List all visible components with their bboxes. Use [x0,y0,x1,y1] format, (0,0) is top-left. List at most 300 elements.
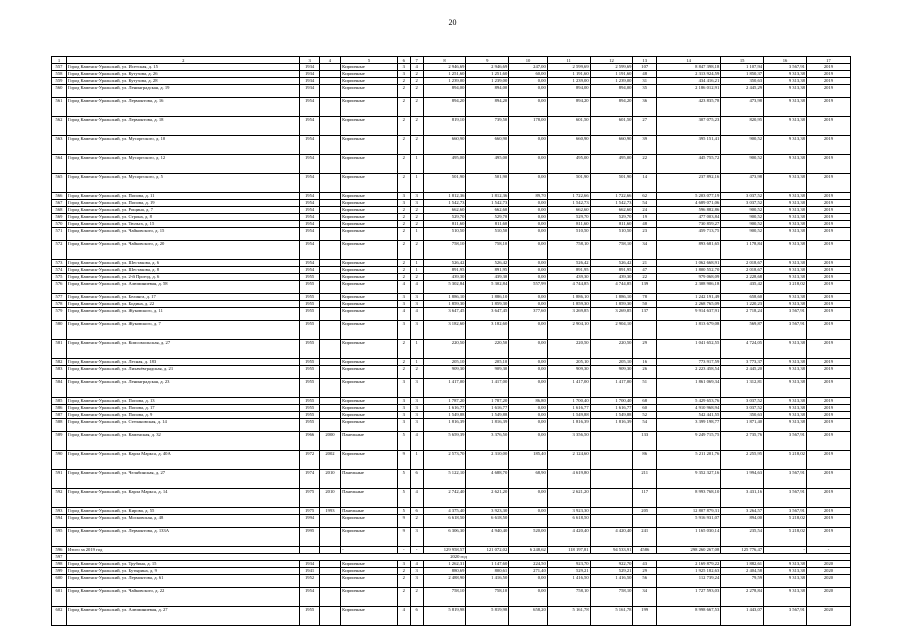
table-cell: 2 718,24 [721,308,764,321]
table-cell: Кирпичные [341,71,398,78]
table-cell: 2 310,00 [466,451,509,470]
table-cell: 566 [52,193,67,200]
table-cell: 9 313,38 [764,78,807,85]
table-cell: 562 [52,117,67,136]
table-cell: 2 228,68 [721,274,764,281]
table-cell: 9 313,38 [764,301,807,308]
table-cell: 572 [52,241,67,260]
table-cell: Кирпичные [341,214,398,221]
table-cell [633,515,657,528]
column-number-cell: 6 [397,57,410,64]
table-cell: 9 313,38 [764,398,807,405]
table-cell: 660,90 [547,136,590,155]
table-cell: 5 429 653,76 [657,398,721,405]
table-row [52,515,851,528]
table-cell: 569,87 [721,321,764,340]
table-cell: 601,50 [590,117,633,136]
table-cell: Город Каменск-Уральский, ул. Кирова, д. 55 [66,508,299,515]
table-cell: 6 306,30 [423,528,466,547]
table-cell: 3 [397,64,410,71]
column-number-cell: 3 [300,57,319,64]
table-cell: 2019 [806,301,850,308]
table-cell: 1 443,07 [721,607,764,626]
table-cell: 5 819,98 [466,607,509,626]
table-cell: 68 [633,398,657,405]
table-cell: 1 147,60 [466,561,509,568]
table-cell: 9 313,38 [764,267,807,274]
table-cell [319,174,340,193]
table-row [52,588,851,607]
table-cell: Город Каменск-Уральский, ул. Карла Маркса, д. 40А [66,451,299,470]
table-cell: 567 [52,200,67,207]
table-cell: 1955 [300,379,319,398]
table-cell: 2 018,67 [721,267,764,274]
table-cell: 3 [410,294,423,301]
table-cell: 220,50 [423,340,466,359]
table-cell [319,575,340,588]
table-cell: 4 [397,308,410,321]
table-cell: 1955 [300,607,319,626]
table-cell: 2019 [806,200,850,207]
table-cell: 5 916 931,07 [657,515,721,528]
table-cell: 1955 [300,294,319,301]
table-cell: 107 [633,64,657,71]
table-row [52,419,851,432]
table-cell: Город Каменск-Уральский, ул. Лермонтова, д. 16 [66,98,299,117]
table-cell: Город Каменск-Уральский, ул. Рощина, д. 7 [66,207,299,214]
table-cell: 1 816,39 [466,419,509,432]
table-cell: 4 940,40 [466,528,509,547]
table-cell [319,366,340,379]
table-cell: 569 [52,214,67,221]
table-cell: 584 [52,379,67,398]
table-cell: 235,54 [721,528,764,547]
table-cell: 3 567,91 [764,321,807,340]
table-cell: 591 [52,470,67,489]
table-cell: 3 567,91 [764,432,807,451]
table-row [52,221,851,228]
table-cell: 576 [52,281,67,294]
table-cell: 9 313,38 [764,588,807,607]
table-cell [319,340,340,359]
table-cell: 5 161,78 [590,607,633,626]
table-cell: 2020 [806,561,850,568]
column-number-cell: 4 [319,57,340,64]
table-cell: 6 [410,508,423,515]
table-cell: 3 [410,412,423,419]
table-cell: 237 892,16 [657,174,721,193]
table-cell: 241 [633,528,657,547]
table-cell: 9 313,38 [764,294,807,301]
table-cell: 1 886,10 [547,294,590,301]
table-cell: 3 [397,419,410,432]
table-cell: 2 904,10 [547,321,590,340]
table-cell: 1 [410,267,423,274]
table-cell: 2019 [806,405,850,412]
table-cell: 5 [397,508,410,515]
table-cell [319,419,340,432]
table-cell: 5 [397,489,410,508]
table-cell: 43 [633,561,657,568]
table-cell: 2019 [806,78,850,85]
table-cell: 2 [410,221,423,228]
table-cell: 1 882,61 [721,561,764,568]
table-cell: 29 [633,568,657,575]
table-cell: 51 [633,379,657,398]
table-cell: Город Каменск-Уральский, ул. Бутырина, д. 9 [66,568,299,575]
table-cell: 2 268 765,09 [657,301,721,308]
table-cell: 662,60 [466,207,509,214]
table-cell: 6 618,50 [466,515,509,528]
table-cell: 909,30 [590,366,633,379]
table-cell: 2 [410,71,423,78]
table-cell: 2 621,20 [547,489,590,508]
table-cell: 68,90 [509,470,548,489]
table-cell: 592 [52,489,67,508]
table-cell: 0,00 [509,221,548,228]
table-cell: 1955 [300,398,319,405]
table-cell: 1952 [300,575,319,588]
table-cell: 510,50 [590,228,633,241]
table-cell: 1 [410,228,423,241]
table-cell: 5 302,84 [466,281,509,294]
table-cell: 112 739,24 [657,575,721,588]
table-cell [319,301,340,308]
table-row [52,294,851,301]
table-row [52,547,851,554]
table-cell: 4 724,05 [721,340,764,359]
table-cell: 0,00 [509,136,548,155]
table-cell: 1 549,88 [547,412,590,419]
table-cell: 79,59 [721,575,764,588]
table-cell: 1 239,00 [590,78,633,85]
table-cell [300,547,319,554]
table-cell: 121 072,02 [466,547,509,554]
table-cell: Кирпичные [341,155,398,174]
table-cell: 894,00 [423,85,466,98]
table-row [52,366,851,379]
table-cell: 3 [397,405,410,412]
column-number-cell: 16 [764,57,807,64]
table-cell: 758,10 [547,241,590,260]
table-cell: 602 [52,607,67,626]
table-cell: 1 165 030,14 [657,528,721,547]
column-number-cell: 17 [806,57,850,64]
table-cell: Город Каменск-Уральский, ул. Чайковского, д. 22 [66,588,299,607]
table-cell: 1 859,30 [466,301,509,308]
table-cell: 9 313,38 [764,136,807,155]
table-cell: 22 [633,274,657,281]
table-cell: 3 [410,379,423,398]
table-cell: 2 223 458,54 [657,366,721,379]
table-cell: 2019 [806,366,850,379]
table-row [52,200,851,207]
table-cell: 2010 [319,470,340,489]
table-cell: 9 313,38 [764,241,807,260]
table-cell: 139 [633,281,657,294]
table-cell: 2019 [806,508,850,515]
table-cell: 585 [52,398,67,405]
table-cell: - [341,547,398,554]
table-cell: 125 776,47 [721,547,764,554]
table-cell: 2019 [806,321,850,340]
table-cell: Кирпичные [341,451,398,470]
table-cell: 1 417,00 [466,379,509,398]
table-cell: 35 [633,85,657,98]
table-cell: 563 [52,136,67,155]
table-cell: 1994 [300,515,319,528]
table-cell: 2010 [319,489,340,508]
table-cell: Кирпичные [341,366,398,379]
table-cell [319,398,340,405]
table-cell: 4 375,40 [423,508,466,515]
table-cell: 909,30 [466,366,509,379]
table-cell: 185,40 [509,451,548,470]
table-cell: 1 616,77 [466,405,509,412]
table-row [52,98,851,117]
table-cell: 2 [397,241,410,260]
table-cell: 477 003,84 [657,214,721,221]
table-cell: 894,00 [466,85,509,98]
table-cell: 2 [397,155,410,174]
table-cell: 34 [633,588,657,607]
table-cell: Кирпичные [341,294,398,301]
table-cell: 1 [410,260,423,267]
table-cell: Кирпичные [341,568,398,575]
column-number-cell: 2 [66,57,299,64]
table-cell: 4 619,80 [547,470,590,489]
table-cell: 662,60 [423,207,466,214]
table-cell: 1 616,77 [590,405,633,412]
table-cell: 9 [397,451,410,470]
table-cell: Город Каменск-Уральский, ул. Челябинская, д. 27 [66,470,299,489]
table-cell: 2019 [806,528,850,547]
table-cell: 560 [52,85,67,98]
table-cell: 8 998 667,53 [657,607,721,626]
table-cell: Город Каменск-Уральский, ул. Лихачёвградская, д. 21 [66,366,299,379]
column-number-cell: 8 [423,57,466,64]
table-cell: 662,60 [547,207,590,214]
table-cell: 1 549,88 [423,412,466,419]
table-cell: 423 835,78 [657,98,721,117]
table-cell: 26 [633,366,657,379]
table-cell: 19 [633,214,657,221]
table-cell: 3 269,85 [547,308,590,321]
table-cell: 586 [52,405,67,412]
table-cell: Кирпичные [341,398,398,405]
table-cell: 773 917,59 [657,359,721,366]
table-cell: 2 488,90 [423,575,466,588]
table-cell: 1 816,39 [547,419,590,432]
table-cell: 5 122,10 [423,470,466,489]
table-cell: 9 313,38 [764,405,807,412]
table-row [52,85,851,98]
table-cell: 2 [397,85,410,98]
column-number-row [52,57,851,64]
table-cell [319,281,340,294]
table-cell: 5 161,78 [547,607,590,626]
table-cell [319,405,340,412]
table-cell: 2 [410,136,423,155]
table-cell: 377,60 [509,308,548,321]
table-cell: 0,00 [509,366,548,379]
table-cell: Город Каменск-Уральский, ул. Лермонтова, д. 133А [66,528,299,547]
table-cell: 811,60 [547,221,590,228]
table-cell: 529,70 [590,214,633,221]
table-cell: 583 [52,366,67,379]
table-cell: 86,80 [509,398,548,405]
table-cell: 39 [633,136,657,155]
table-cell: 12 807 879,31 [657,508,721,515]
table-cell: Город Каменск-Уральский, ул. Лесная, д. 183 [66,359,299,366]
table-cell: 24 [633,207,657,214]
table-cell: 0,00 [509,200,548,207]
table-cell: 395 151,41 [657,136,721,155]
table-cell: 2019 [806,71,850,78]
table-cell: Город Каменск-Уральский, ул. Алюминиевая, д. 27 [66,607,299,626]
table-cell: 1955 [300,359,319,366]
table-cell: 520,00 [509,528,548,547]
table-cell: 900,52 [721,221,764,228]
table-cell: 979 068,09 [657,274,721,281]
table-cell: Город Каменск-Уральский, ул. Жуковского, д. 11 [66,308,299,321]
table-cell: 3 399 198,77 [657,419,721,432]
table-cell: 2019 [806,515,850,528]
table-cell: 1955 [300,281,319,294]
table-cell: 900,52 [721,155,764,174]
table-cell: 3 [397,200,410,207]
table-cell: 0,00 [509,489,548,508]
table-cell: 2019 [806,214,850,221]
table-cell: 900,52 [721,214,764,221]
table-cell: 2019 [806,155,850,174]
table-cell: 1 242 191,49 [657,294,721,301]
table-cell [319,78,340,85]
table-cell: 658,20 [509,607,548,626]
table-row [52,274,851,281]
table-cell: 9 249 715,75 [657,432,721,451]
table-cell: 3 037,52 [721,193,764,200]
table-cell: 1934 [300,71,319,78]
table-cell [319,260,340,267]
table-cell: 1 416,50 [590,575,633,588]
table-cell: 758,10 [466,588,509,607]
table-cell: 894,20 [547,98,590,117]
table-cell: 495,00 [466,155,509,174]
table-cell: 0,00 [509,405,548,412]
table-cell: 660,90 [423,136,466,155]
table-cell: 3 567,91 [764,489,807,508]
table-cell: 2 946,69 [423,64,466,71]
table-cell: 891,95 [590,267,633,274]
table-cell: 909,30 [547,366,590,379]
table-cell: 1 787,20 [466,398,509,405]
table-cell: 50 [633,301,657,308]
table-cell: 36 [633,98,657,117]
table-cell: 1 107,94 [721,64,764,71]
page-number: 20 [448,18,457,27]
table-cell: 601,50 [547,117,590,136]
table-cell: 1954 [300,98,319,117]
table-row [52,193,851,200]
table-cell: Кирпичные [341,301,398,308]
table-cell: 133 [633,432,657,451]
table-cell [319,71,340,78]
table-cell: 589 [52,432,67,451]
table-cell: 2019 [806,136,850,155]
table-cell: 922,70 [590,561,633,568]
table-cell: 894,20 [590,98,633,117]
table-cell: 2002 [319,451,340,470]
table-cell [590,515,633,528]
table-cell: 2 169 879,22 [657,561,721,568]
table-cell: 9 313,38 [764,200,807,207]
table-cell: 1 417,00 [423,379,466,398]
table-cell: 1 251,60 [423,71,466,78]
table-cell: 220,50 [466,340,509,359]
table-cell: 658,60 [721,294,764,301]
column-number-cell: 1 [52,57,67,64]
table-cell: 6 [410,607,423,626]
table-cell: 60,00 [509,71,548,78]
table-cell: 820,95 [721,117,764,136]
table-cell: 1 616,77 [547,405,590,412]
section-title: 2020 год [66,554,850,561]
table-cell: 4 [397,281,410,294]
table-cell [509,515,548,528]
table-cell: Город Каменск-Уральский, ул. Лермонтова, д. 61 [66,575,299,588]
table-cell: 593 [52,508,67,515]
table-cell: 758,10 [423,588,466,607]
table-cell: 1 262,31 [423,561,466,568]
table-cell: 211 [633,470,657,489]
table-cell: 2019 [806,359,850,366]
table-row [52,214,851,221]
table-cell: 2019 [806,412,850,419]
table-cell: 9 313,38 [764,193,807,200]
table-row [52,281,851,294]
table-cell: 594 [52,515,67,528]
table-cell: 8 993 768,10 [657,489,721,508]
table-cell: 2 124,60 [547,451,590,470]
table-cell: Кирпичные [341,588,398,607]
table-cell: 1972 [300,451,319,470]
table-cell: 4 744,85 [590,281,633,294]
table-cell: 205,10 [466,359,509,366]
table-cell: Город Каменск-Уральский, ул. Белинга, д. 17 [66,294,299,301]
table-cell: Город Каменск-Уральский, ул. Кутузова, д. 26 [66,71,299,78]
table-cell [590,432,633,451]
table-cell: Город Каменск-Уральский, ул. Степановская, д. 14 [66,419,299,432]
table-cell: 2019 [806,85,850,98]
table-cell: 2 573,70 [423,451,466,470]
table-cell: 9 313,38 [764,214,807,221]
table-cell: 1954 [300,588,319,607]
table-cell: 660,90 [466,136,509,155]
table-cell: 1 [410,340,423,359]
table-cell: Кирпичные [341,136,398,155]
table-cell [319,359,340,366]
table-cell: 1 239,00 [547,78,590,85]
table-cell: 1 239,00 [423,78,466,85]
table-cell [319,379,340,398]
table-cell: 9 [397,528,410,547]
table-cell: 2 278,84 [721,588,764,607]
table-cell: 0,00 [509,508,548,515]
column-number-cell: 10 [509,57,548,64]
table-cell: 1 416,50 [466,575,509,588]
table-cell: Кирпичные [341,575,398,588]
